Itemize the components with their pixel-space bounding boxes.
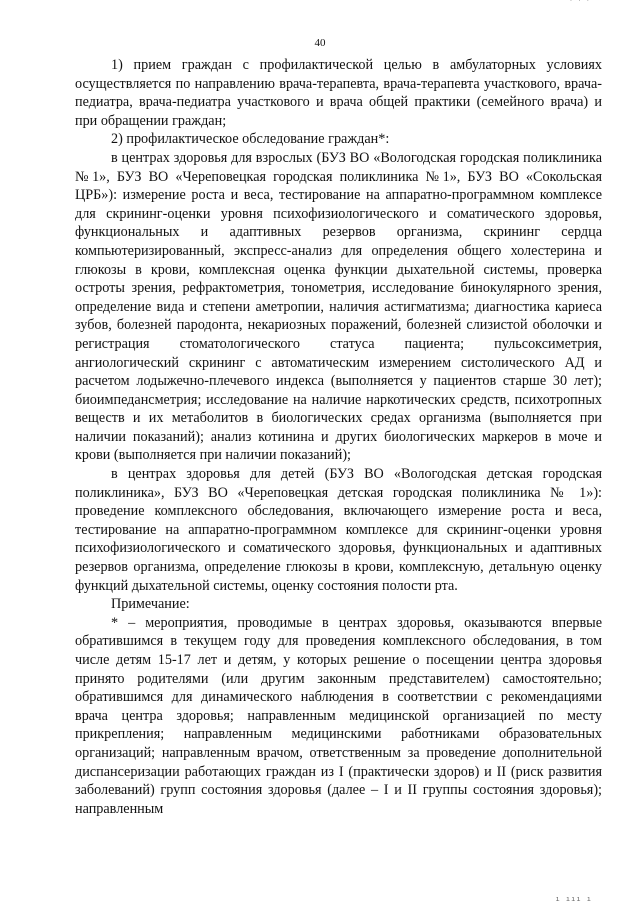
note-heading: Примечание: [111, 596, 190, 613]
paragraph-children-health-centers: в центрах здоровья для детей (БУЗ ВО «Вологодская детская городская поликлиника», БУЗ ВО «Череповецкая детская городская поликлиника № 1»): проведение комплексного обследования, включающего измерение роста и веса, тестирование на аппаратно-программном комплексе для скрининг-оценки уровня психофизиологического и соматического здоровья, функциональных и адаптивных резервов организма, определение глюкозы в крови, комплексную, детальную оценку функций дыхательной системы, оценку состояния полости рта. [75, 466, 602, 594]
page-number: 40 [314, 37, 326, 49]
scan-mark-bottom: ı ııı ı [555, 895, 592, 903]
scan-mark-top: ' ' ' [568, 0, 590, 6]
paragraph-adult-health-centers: в центрах здоровья для взрослых (БУЗ ВО «Вологодская городская поликлиника №1», БУЗ ВО «Череповецкая городская поликлиника №1», БУЗ ВО «Сокольская ЦРБ»): измерение роста и веса, тестирование на аппаратно-программном комплексе для скрининг-оценки уровня психофизиологического и соматического здоровья, функциональных и адаптивных резервов организма, скрининг сердца компьютеризированный, экспресс-анализ для определения общего холестерина и глюкозы в крови, комплексная оценка функции дыхательной системы, проверка остроты зрения, рефрактометрия, тонометрия, исследование бинокулярного зрения, определение вида и степени аметропии, наличия астигматизма; диагностика кариеса зубов, болезней пародонта, некариозных поражений, болезней слизистой оболочки и регистрация стоматологического статуса пациента; пульсоксиметрия, ангиологический скрининг с автоматическим измерением систолического АД и расчетом лодыжечно-плечевого индекса (выполняется у пациентов старше 30 лет); биоимпедансметрия; исследование на наличие наркотических средств, психотропных веществ и их метаболитов в биологических средах организма (выполняется при наличии показаний); анализ котинина и других биологических маркеров в моче и крови (выполняется при наличии показаний); [75, 149, 602, 464]
document-body [75, 56, 602, 818]
paragraph-outpatient-reception: 1) прием граждан с профилактической целью в амбулаторных условиях осуществляется по направлению врача-терапевта, врача-терапевта участкового, врача-педиатра, врача-педиатра участкового и врача общей практики (семейного врача) и при обращении граждан; [75, 57, 602, 129]
paragraph-footnote: * – мероприятия, проводимые в центрах здоровья, оказываются впервые обратившимся в текущем году для проведения комплексного обследования, в том числе детям 15-17 лет и детям, у которых решение о посещении центра здоровья принято родителями (или другим законным представителем) самостоятельно; обратившимся для динамического наблюдения в соответствии с рекомендациями врача центра здоровья; направленным медицинской организацией по месту прикрепления; направленным медицинскими работниками образовательных организаций; направленным врачом, ответственным за проведение дополнительной диспансеризации работающих граждан из I (практически здоров) и II (риск развития заболеваний) групп состояния здоровья (далее – I и II группы состояния здоровья); направленным [75, 614, 602, 817]
paragraph-preventive-examination: 2) профилактическое обследование граждан*: [111, 131, 390, 148]
